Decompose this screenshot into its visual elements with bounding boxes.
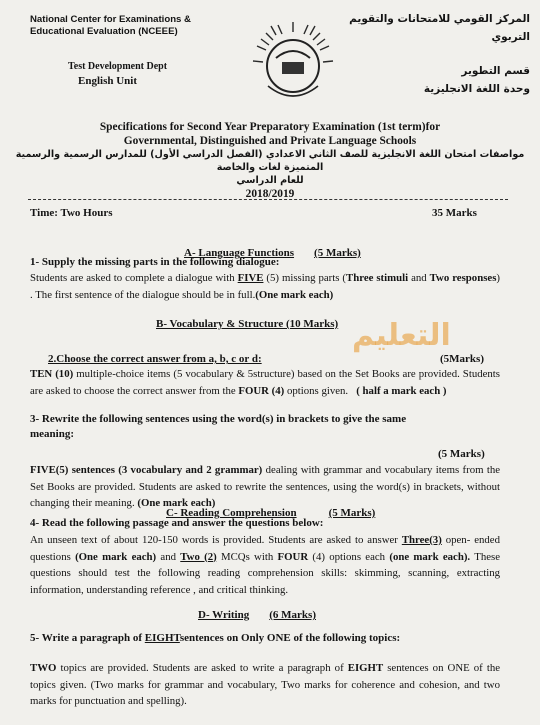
section-a-marks: (5 Marks) — [314, 247, 361, 259]
section-d-heading — [198, 605, 316, 623]
q2-half: ( half a mark each ) — [356, 384, 447, 397]
org-name-en-line2: Educational Evaluation (NCEEE) — [30, 26, 178, 37]
question-2-marks: (5Marks) — [440, 353, 484, 365]
divider — [28, 199, 508, 200]
nceee-logo — [246, 16, 340, 110]
question-2: 2.Choose the correct answer from a, b, c or d: — [48, 353, 262, 365]
q4-two: Two (2) — [180, 550, 217, 563]
question-4-text — [30, 532, 500, 598]
question-3: 3- Rewrite the following sentences using the word(s) in brackets to give the same — [30, 413, 407, 425]
q4-each2: (one mark each). — [389, 550, 471, 563]
section-c-marks: (5 Marks) — [328, 507, 376, 519]
q2-text2: options given. — [286, 384, 349, 397]
title-ar-line3: للعام الدراسي — [236, 175, 304, 186]
q4-each: (One mark each) — [75, 550, 157, 563]
q4-text4: (4) options each — [312, 550, 386, 563]
q3-each: (One mark each) — [137, 497, 216, 509]
q1-five: FIVE — [237, 272, 264, 284]
q1-and: and — [411, 272, 427, 284]
dept-ar-line: قسم التطوير — [461, 65, 530, 77]
dept-en: Test Development Dept — [68, 61, 168, 72]
unit-ar-line: وحدة اللغة الانجليزية — [423, 83, 530, 95]
q4-text2: open- ended questions — [30, 534, 501, 563]
title-ar-line2: المتميزة لغات والخاصة — [216, 162, 324, 173]
question-2-text — [30, 366, 500, 399]
q4-text: An unseen text of about 120-150 words is provided. Students are asked to answer — [30, 534, 398, 546]
unit-en: English Unit — [78, 75, 137, 87]
org-name-en-line1: National Center for Examinations & — [30, 14, 191, 25]
q3-five: FIVE(5) sentences (3 vocabulary and 2 grammar) — [30, 464, 263, 476]
watermark: التعليم — [352, 318, 451, 353]
question-3-line2: meaning: — [30, 428, 74, 440]
q4-and: and — [160, 550, 177, 563]
exam-time: Time: Two Hours — [30, 207, 113, 219]
question-4: 4- Read the following passage and answer the questions below: — [30, 517, 324, 529]
org-name-ar — [349, 10, 530, 46]
q5-pre: 5- Write a paragraph of — [30, 632, 143, 644]
exam-total-marks: 35 Marks — [432, 207, 477, 219]
question-5-text — [30, 660, 500, 710]
q5-eight: EIGHT — [144, 632, 180, 644]
q5-text2: sentences on ONE of the topics given. (Two marks for grammar and vocabulary, Two marks for coherence and cohesion, and two marks for punctuation and spelling). — [30, 662, 501, 707]
q4-text5: These questions should test the following reading comprehension skills: skimming, scanning, extracting information, understanding reference , and critical thinking. — [30, 550, 500, 596]
section-d-marks: (6 Marks) — [269, 609, 316, 621]
title-line1: Specifications for Second Year Preparatory Examination (1st term)for — [99, 121, 441, 133]
title-line2: Governmental, Distinguished and Private Language Schools — [123, 135, 417, 147]
section-a-title: A- Language Functions — [184, 247, 295, 259]
q2-four: FOUR (4) — [238, 384, 285, 397]
q1-text: Students are asked to complete a dialogue with — [30, 272, 235, 284]
q4-text3: MCQs with — [221, 550, 274, 563]
org-name-ar-line1: المركز القومي للامتحانات والتقويم — [349, 13, 530, 25]
section-d-title: D- Writing — [198, 609, 250, 621]
org-name-ar-line2: التربوي — [491, 31, 530, 43]
question-1-text — [30, 270, 500, 303]
title-year: 2018/2019 — [245, 188, 295, 200]
org-name-en — [30, 14, 191, 38]
q1-text3: ) . The first sentence of the dialogue should be in full. — [30, 272, 500, 301]
q3-text: dealing with grammar and vocabulary items from the Set Books are provided. Students are asked to rewrite the sentences, using the word(s) in brackets, without changing their meaning. — [30, 464, 501, 509]
q5-post: sentences on Only ONE of the following topics: — [179, 632, 401, 644]
dept-ar — [424, 62, 530, 98]
q1-each: (One mark each) — [255, 288, 334, 301]
q2-text: multiple-choice items (5 vocabulary & 5structure) based on the Set Books are provided. Students are asked to choose the correct answer from the — [30, 368, 501, 397]
q5-text: topics are provided. Students are asked to write a paragraph of — [60, 662, 344, 674]
exam-title — [0, 120, 540, 201]
q1-three: Three stimuli — [346, 272, 409, 284]
question-1: 1- Supply the missing parts in the following dialogue: — [30, 256, 280, 268]
section-b-title: B- Vocabulary & Structure (10 Marks) — [156, 318, 339, 330]
q5-two: TWO — [30, 662, 57, 674]
q5-eight2: EIGHT — [347, 662, 384, 674]
section-c-title: C- Reading Comprehension — [166, 507, 297, 519]
q1-text2: (5) missing parts ( — [266, 272, 347, 284]
q4-four: FOUR — [277, 550, 309, 563]
q2-ten: TEN (10) — [30, 368, 74, 380]
title-ar-line1: مواصفات امتحان اللغة الانجليزية للصف الثاني الاعدادي (الفصل الدراسي الأول) للمدارس الرسمية والرسمية — [15, 149, 525, 160]
q4-three: Three(3) — [401, 534, 442, 546]
q1-two: Two responses — [429, 272, 497, 284]
question-5 — [30, 632, 400, 644]
question-3-marks: (5 Marks) — [438, 448, 485, 460]
